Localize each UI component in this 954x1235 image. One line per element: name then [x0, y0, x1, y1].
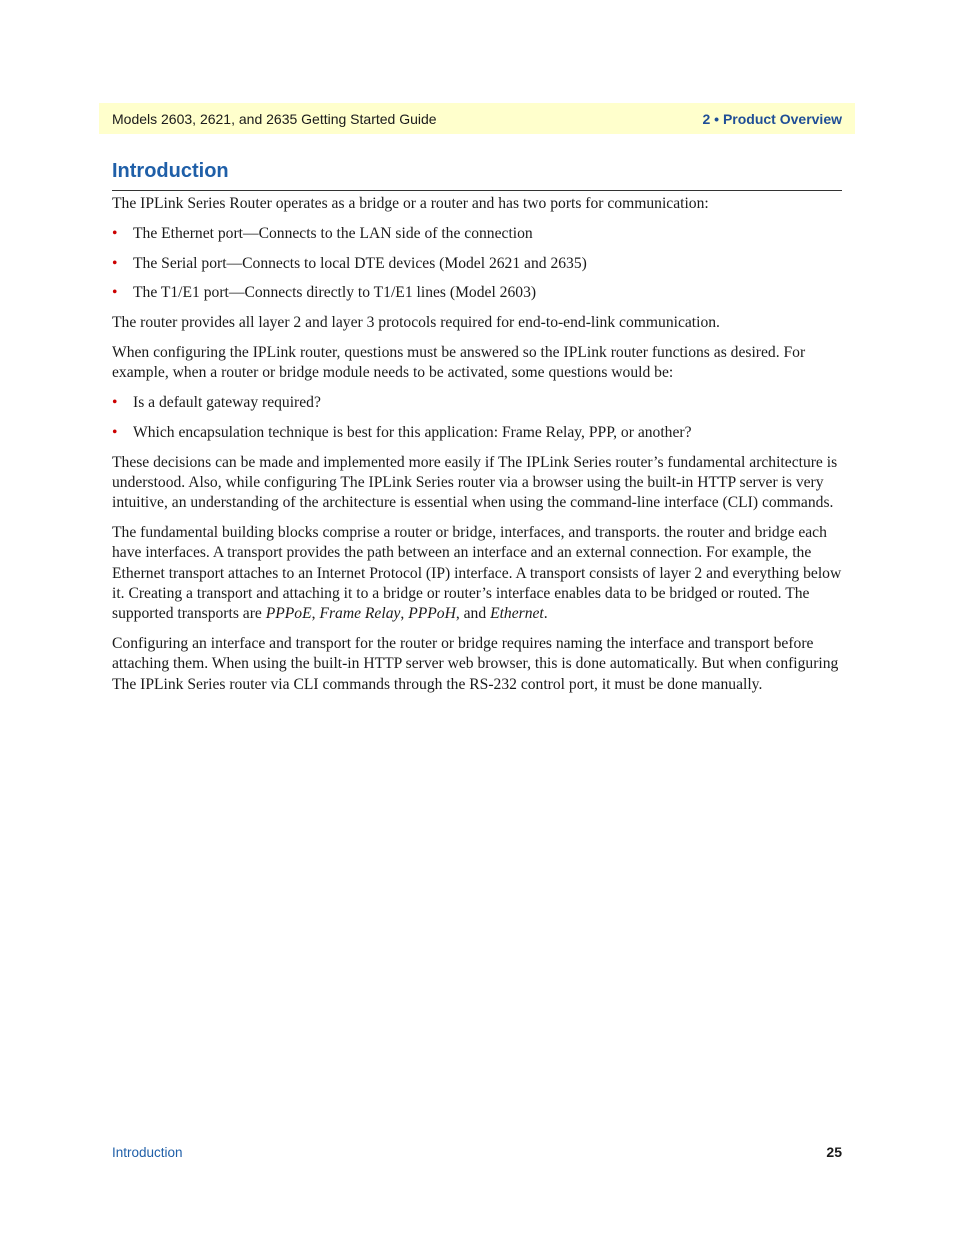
- list-item: [112, 224, 843, 244]
- bullet-icon: •: [112, 284, 118, 302]
- list-item: [112, 423, 843, 443]
- bullet-icon: •: [112, 423, 118, 441]
- list-item-text: The T1/E1 port—Connects directly to T1/E1 lines (Model 2603): [133, 284, 537, 302]
- paragraph-configuring: When configuring the IPLink router, questions must be answered so the IPLink router functions as desired. For example, when a router or bridge module needs to be activated, some questions would be:: [112, 343, 806, 382]
- ports-list: [112, 224, 843, 304]
- running-header: [99, 103, 855, 134]
- bullet-icon: •: [112, 224, 118, 242]
- footer-section-name: Introduction: [112, 1145, 183, 1160]
- separator: , and: [455, 605, 491, 623]
- bullet-icon: •: [112, 254, 118, 272]
- list-item-text: Is a default gateway required?: [133, 394, 321, 412]
- list-item-text: The Ethernet port—Connects to the LAN side of the connection: [133, 224, 533, 242]
- paragraph-intro: The IPLink Series Router operates as a bridge or a router and has two ports for communication:: [112, 195, 709, 212]
- list-item: [112, 254, 843, 274]
- separator: ,: [311, 605, 320, 623]
- period: .: [543, 605, 548, 623]
- bullet-icon: •: [112, 394, 118, 412]
- transport-ethernet: Ethernet: [490, 605, 544, 623]
- heading-rule: [112, 190, 842, 191]
- paragraph-decisions: These decisions can be made and implemented more easily if The IPLink Series router’s fundamental architecture is understood. Also, while configuring The IPLink Series router via a browser using the built-in HTTP server is very intuitive, an understanding of the architecture is essential when using the command-line interface (CLI) commands.: [112, 453, 838, 512]
- transport-pppoe: PPPoE: [265, 605, 312, 623]
- paragraph-protocols: The router provides all layer 2 and layer 3 protocols required for end-to-end-link communication.: [112, 314, 720, 332]
- list-item: [112, 393, 843, 413]
- guide-title: Models 2603, 2621, and 2635 Getting Started Guide: [112, 110, 437, 127]
- paragraph-text: The fundamental building blocks comprise a router or bridge, interfaces, and transports. the router and bridge each have interfaces. A transport provides the path between an interface and an external connection. For example, the Ethernet transport attaches to an Internet Protocol (IP) interface. A transport consists of layer 2 and everything below it. Creating a transport and attaching it to a bridge or router’s interface enables data to be bridged or routed. The supported transports are: [112, 524, 842, 623]
- questions-list: [112, 393, 843, 443]
- list-item-text: Which encapsulation technique is best for this application: Frame Relay, PPP, or another?: [133, 423, 692, 441]
- list-item-text: The Serial port—Connects to local DTE devices (Model 2621 and 2635): [133, 254, 587, 272]
- chapter-title: 2 • Product Overview: [702, 110, 842, 127]
- body-text: [112, 194, 843, 704]
- separator: ,: [400, 605, 409, 623]
- transport-frame-relay: Frame Relay: [319, 605, 401, 623]
- list-item: [112, 283, 843, 303]
- paragraph-building-blocks: [112, 523, 843, 624]
- section-heading: Introduction: [112, 160, 229, 182]
- page-number: 25: [826, 1144, 842, 1160]
- paragraph-naming: Configuring an interface and transport for the router or bridge requires naming the interface and transport before attaching them. When using the built-in HTTP server web browser, this is done automatically. But when configuring The IPLink Series router via CLI commands through the RS-232 control port, it must be done manually.: [112, 635, 839, 693]
- transport-pppoh: PPPoH: [408, 605, 456, 623]
